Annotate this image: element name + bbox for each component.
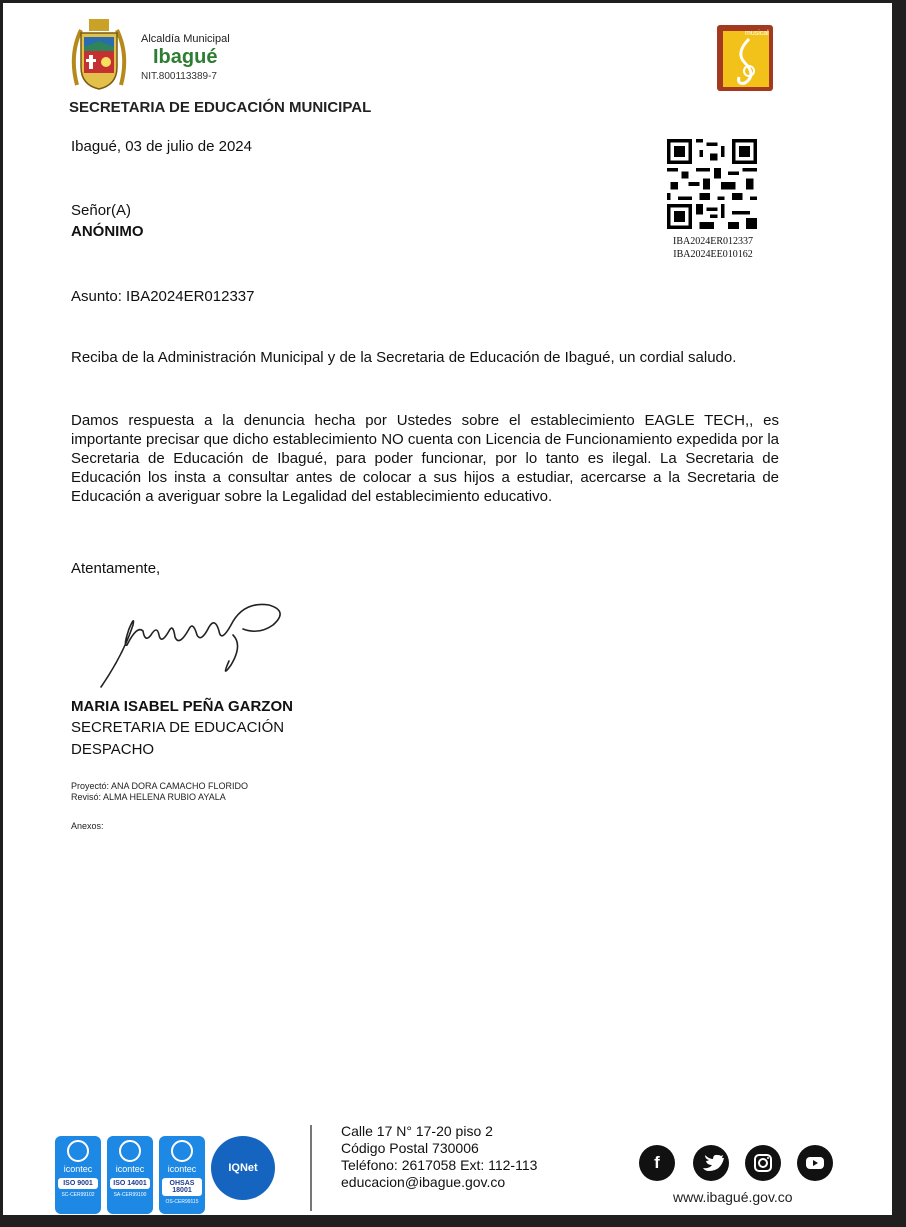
- projected-by: Proyectó: ANA DORA CAMACHO FLORIDO: [71, 781, 249, 791]
- attachments-label: Anexos:: [71, 821, 104, 831]
- recipient-name: ANÓNIMO: [71, 223, 144, 240]
- footer-divider: [310, 1125, 312, 1211]
- postal-code: Código Postal 730006: [341, 1140, 479, 1156]
- qr-code: [667, 139, 757, 229]
- youtube-icon[interactable]: [797, 1145, 833, 1181]
- subject-line: Asunto: IBA2024ER012337: [71, 288, 255, 305]
- paragraph-greeting: Reciba de la Administración Municipal y de la Secretaria de Educación de Ibagué, un cordial saludo.: [71, 349, 737, 366]
- svg-text:musical: musical: [745, 30, 769, 37]
- letter-page: [3, 3, 892, 1215]
- contact-info: [341, 1123, 537, 1191]
- alcaldia-label: Alcaldía Municipal: [141, 33, 230, 45]
- icontec-icon: [67, 1140, 89, 1162]
- salutation: Señor(A): [71, 202, 132, 219]
- website-link[interactable]: www.ibagué.gov.co: [673, 1189, 793, 1205]
- handwritten-signature: [93, 595, 293, 695]
- radicado-er: IBA2024ER012337: [673, 236, 753, 247]
- letter-date: Ibagué, 03 de julio de 2024: [71, 138, 252, 155]
- twitter-icon[interactable]: [693, 1145, 729, 1181]
- ibague-crest-logo: [69, 15, 129, 95]
- email[interactable]: educacion@ibague.gov.co: [341, 1174, 506, 1190]
- signer-role: SECRETARIA DE EDUCACIÓN: [71, 719, 285, 736]
- paragraph-response: Damos respuesta a la denuncia hecha por Ustedes sobre el establecimiento EAGLE TECH,, es importante precisar que dicho establecimiento NO cuenta con Licencia de Funcionamiento expedida por la Secretaria de Educación de Ibagué, para poder funcionar, por lo tanto es ilegal. La Secretaria de Educación los insta a consultar antes de colocar a sus hijos a estudiar, acercarse a la Secretaria de Educación a averiguar sobre la Legalidad del establecimiento educativo.: [71, 412, 779, 505]
- secretaria-title: SECRETARIA DE EDUCACIÓN MUNICIPAL: [69, 99, 372, 116]
- closing: Atentamente,: [71, 560, 161, 577]
- nit-label: NIT.800113389-7: [141, 71, 217, 82]
- facebook-icon[interactable]: f: [639, 1145, 675, 1181]
- phone: Teléfono: 2617058 Ext: 112-113: [341, 1157, 538, 1173]
- instagram-icon[interactable]: [745, 1145, 781, 1181]
- signer-name: MARIA ISABEL PEÑA GARZON: [71, 698, 293, 715]
- radicado-ee: IBA2024EE010162: [673, 249, 753, 260]
- reviewed-by: Revisó: ALMA HELENA RUBIO AYALA: [71, 792, 226, 802]
- icontec-icon: [171, 1140, 193, 1162]
- iqnet-certified-badge: IQNet: [211, 1136, 275, 1200]
- icontec-iso9001-badge: icontec ISO 9001 SC-CER99102: [55, 1136, 101, 1214]
- icontec-iso14001-badge: icontec ISO 14001 SA-CER99100: [107, 1136, 153, 1214]
- alcaldia-city: Ibagué: [153, 46, 218, 68]
- radicado-numbers: [657, 235, 769, 261]
- ibague-musical-logo: [715, 23, 775, 93]
- icontec-ohsas-badge: icontec OHSAS 18001 OS-CER99115: [159, 1136, 205, 1214]
- signer-office: DESPACHO: [71, 741, 155, 758]
- address: Calle 17 N° 17-20 piso 2: [341, 1123, 493, 1139]
- icontec-icon: [119, 1140, 141, 1162]
